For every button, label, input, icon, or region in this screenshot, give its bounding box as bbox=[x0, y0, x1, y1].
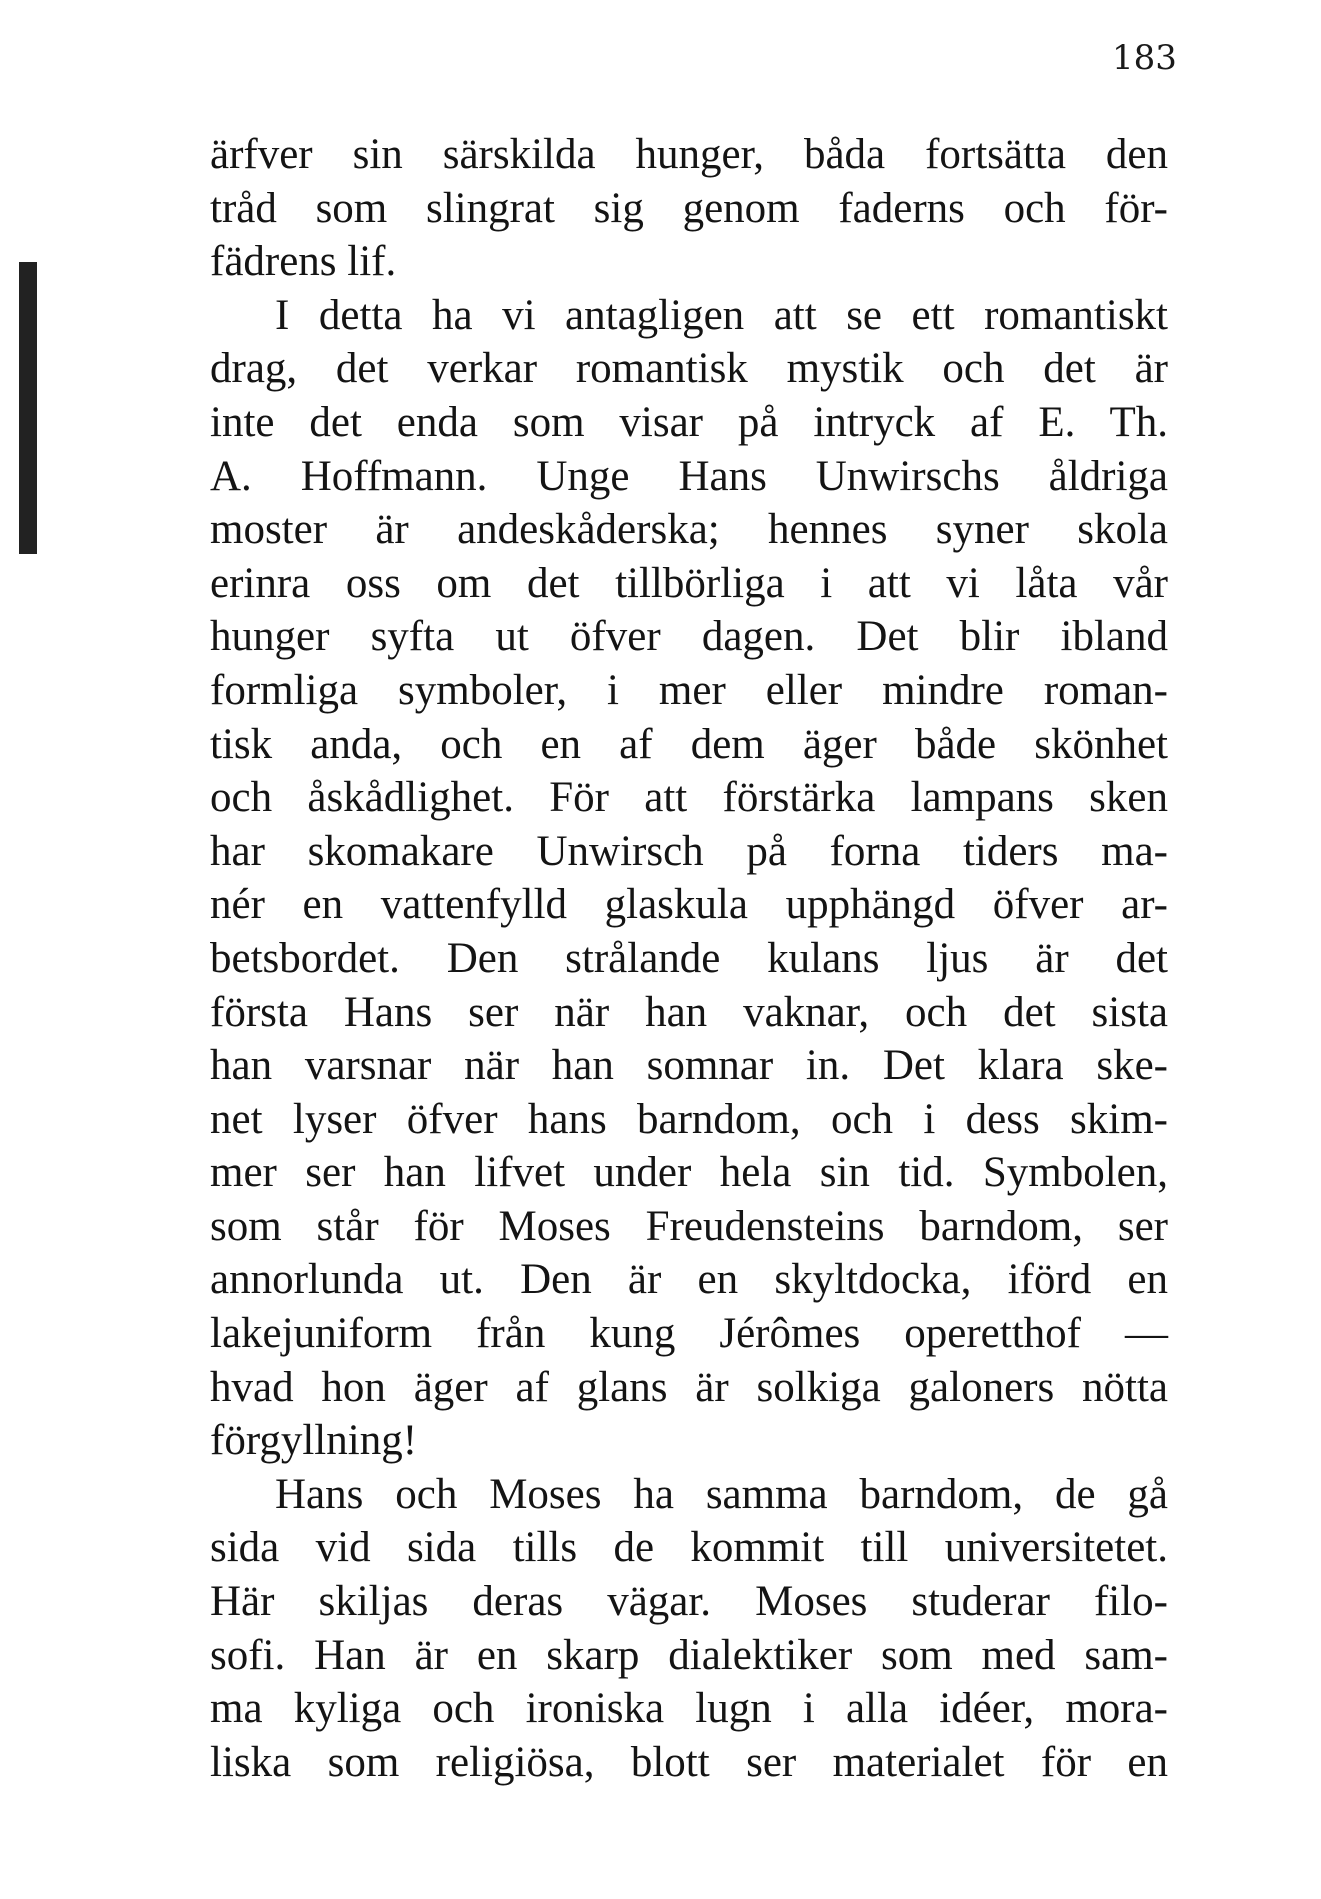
text-line: formliga symboler, i mer eller mindre roman- bbox=[210, 666, 1168, 714]
page-number: 183 bbox=[1112, 38, 1177, 78]
text-line: lakejuniform från kung Jérômes operetthof — bbox=[210, 1310, 1168, 1358]
text-line: A. Hoffmann. Unge Hans Unwirschs åldriga bbox=[210, 452, 1168, 500]
text-line: nér en vattenfylld glaskula upphängd öfver ar- bbox=[210, 881, 1168, 929]
text-line: liska som religiösa, blott ser materialet för en bbox=[210, 1738, 1168, 1786]
text-line: hvad hon äger af glans är solkiga galoners nötta bbox=[210, 1363, 1168, 1411]
text-line: första Hans ser när han vaknar, och det sista bbox=[210, 988, 1168, 1036]
text-line: erinra oss om det tillbörliga i att vi låta vår bbox=[210, 559, 1168, 607]
text-line: han varsnar när han somnar in. Det klara ske- bbox=[210, 1042, 1168, 1090]
text-line: I detta ha vi antagligen att se ett romantiskt bbox=[275, 291, 1168, 339]
text-line: hunger syfta ut öfver dagen. Det blir ibland bbox=[210, 613, 1168, 661]
text-line: tisk anda, och en af dem äger både skönhet bbox=[210, 720, 1168, 768]
body-text bbox=[210, 128, 1168, 1789]
text-line: sida vid sida tills de kommit till universitetet. bbox=[210, 1524, 1168, 1572]
text-line: moster är andeskåderska; hennes syner skola bbox=[210, 506, 1168, 554]
text-line: fädrens lif. bbox=[210, 238, 397, 286]
text-line: sofi. Han är en skarp dialektiker som med sam- bbox=[210, 1631, 1168, 1679]
text-line: annorlunda ut. Den är en skyltdocka, iförd en bbox=[210, 1256, 1168, 1304]
text-line: förgyllning! bbox=[210, 1417, 418, 1465]
text-line: net lyser öfver hans barndom, och i dess skim- bbox=[210, 1095, 1168, 1143]
text-line: som står för Moses Freudensteins barndom, ser bbox=[210, 1202, 1168, 1250]
text-line: betsbordet. Den strålande kulans ljus är det bbox=[210, 934, 1168, 982]
text-line: ma kyliga och ironiska lugn i alla idéer, mora- bbox=[210, 1685, 1168, 1733]
text-line: Här skiljas deras vägar. Moses studerar filo- bbox=[210, 1578, 1168, 1626]
text-line: ärfver sin särskilda hunger, båda fortsätta den bbox=[210, 131, 1168, 178]
text-line: drag, det verkar romantisk mystik och det är bbox=[210, 345, 1168, 393]
text-line: inte det enda som visar på intryck af E. Th. bbox=[210, 398, 1168, 446]
text-line: och åskådlighet. För att förstärka lampans sken bbox=[210, 774, 1168, 822]
text-line: tråd som slingrat sig genom faderns och för- bbox=[210, 184, 1168, 232]
text-line: har skomakare Unwirsch på forna tiders ma- bbox=[210, 827, 1168, 875]
text-line: mer ser han lifvet under hela sin tid. Symbolen, bbox=[210, 1149, 1168, 1197]
text-line: Hans och Moses ha samma barndom, de gå bbox=[275, 1470, 1168, 1518]
binding-edge-mark bbox=[19, 262, 37, 554]
